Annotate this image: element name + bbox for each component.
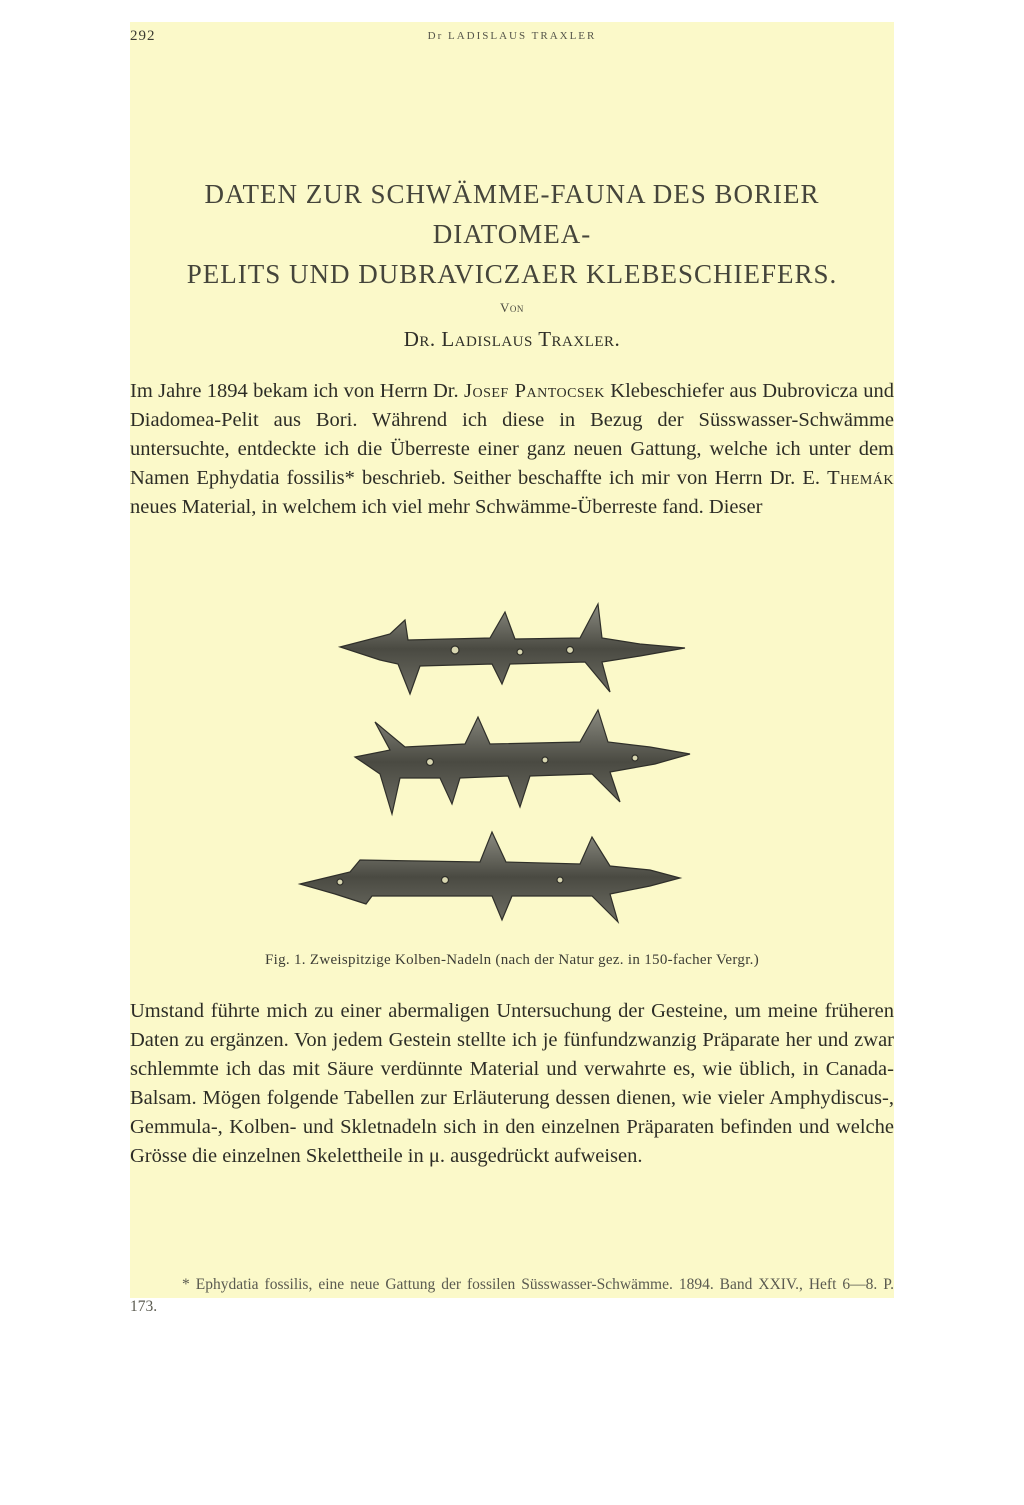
- scanned-page: [130, 22, 894, 1315]
- byline-von: Von: [500, 300, 524, 315]
- spicule-2: [355, 710, 690, 814]
- person-name-themak: Themák: [827, 467, 894, 489]
- author-name: Dr. Ladislaus Traxler.: [403, 327, 621, 351]
- article-title: [130, 174, 894, 294]
- paragraph-method: Umstand führte mich zu einer abermaligen Untersuchung der Gesteine, um meine früheren Daten zu ergänzen. Von jedem Gestein stellte ich je fünfundzwanzig Präparate her und zwar schlemmte ich das mit Säure verdünnte Material und verwahrte es, wie üblich, in Canada-Balsam. Mögen folgende Tabellen zur Erläuterung dessen dienen, wie vieler Amphydiscus-, Gemmula-, Kolben- und Skletnadeln sich in den einzelnen Präparaten befinden und welche Grösse die einzelnen Skelettheile in μ. ausgedrückt aufweisen.: [130, 1000, 894, 1167]
- spicule-3: [300, 832, 680, 922]
- paragraph-intro-part3: neues Material, in welchem ich viel mehr Schwämme-Überreste fand. Dieser: [130, 496, 763, 518]
- paragraph-intro: [130, 377, 894, 522]
- page-number: 292: [130, 28, 156, 44]
- spicules-figure: [280, 582, 750, 942]
- paragraph-intro-part2: Klebeschiefer aus Dubrovicza und Diadomea-Pelit aus Bori. Während ich diese in Bezug der Süsswasser-Schwämme untersuchte, entdeckte ich die Überreste einer ganz neuen Gattung, welche ich unter dem Namen Ephydatia fossilis* beschrieb. Seither beschaffte ich mir von Herrn Dr. E.: [130, 380, 894, 489]
- page-header: [130, 28, 894, 48]
- person-name-pantocsek: Josef Pantocsek: [464, 380, 605, 402]
- footnote: * Ephydatia fossilis, eine neue Gattung der fossilen Süsswasser-Schwämme. 1894. Band XXIV., Heft 6—8. P. 173.: [130, 1276, 894, 1315]
- running-title: Dr LADISLAUS TRAXLER: [427, 30, 597, 42]
- paragraph-intro-part1: Im Jahre 1894 bekam ich von Herrn Dr.: [130, 380, 464, 402]
- spicule-1: [340, 604, 685, 694]
- sponge-spicules-illustration: [280, 582, 750, 942]
- figure-caption: Fig. 1. Zweispitzige Kolben-Nadeln (nach der Natur gez. in 150-facher Vergr.): [264, 952, 760, 968]
- title-line-2: PELITS UND DUBRAVICZAER KLEBESCHIEFERS.: [186, 259, 838, 289]
- title-line-1: DATEN ZUR SCHWÄMME-FAUNA DES BORIER DIATOMEA-: [204, 179, 820, 249]
